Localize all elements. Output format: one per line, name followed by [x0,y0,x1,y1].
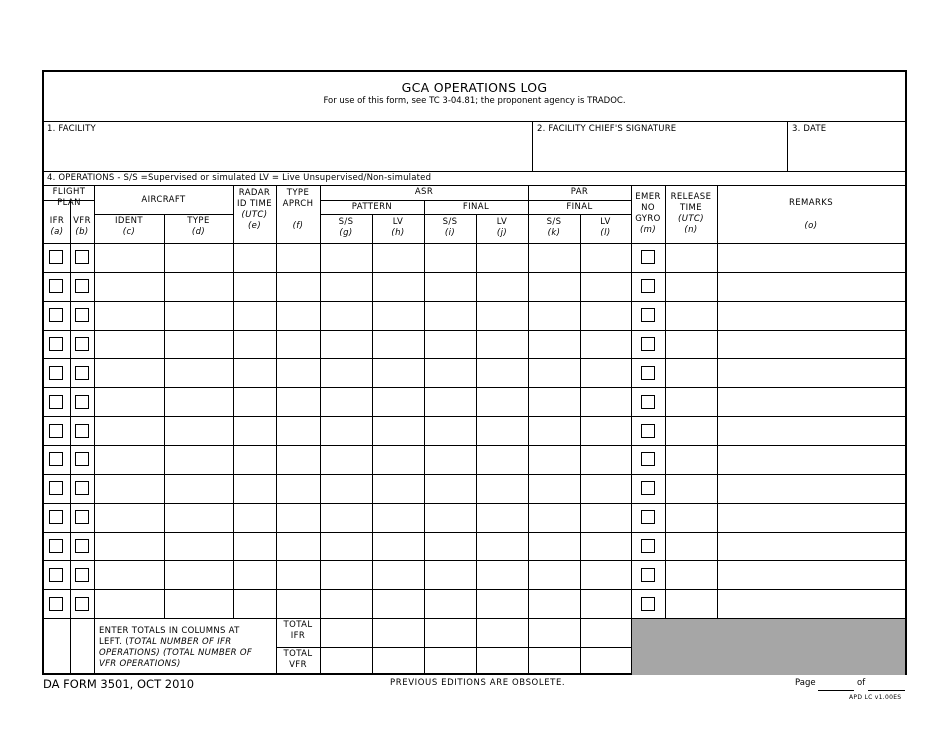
remarks-cell[interactable] [718,331,904,356]
release-time-cell[interactable] [666,302,716,327]
release-time-cell[interactable] [666,504,716,529]
par-final-lv-cell[interactable] [581,360,630,385]
asr-pattern-lv-cell[interactable] [373,418,423,443]
remarks-cell[interactable] [718,562,904,587]
radar-id-time-cell[interactable] [234,331,275,356]
header-vfr: VFR (b) [73,216,91,237]
radar-id-time-cell[interactable] [234,562,275,587]
total-vfr-cell[interactable] [373,648,423,674]
release-time-cell[interactable] [666,244,716,269]
asr-final-lv-cell[interactable] [477,475,527,500]
total-ifr-cell[interactable] [425,619,475,645]
asr-final-ss-cell[interactable] [425,244,475,269]
emer-no-gyro-checkbox[interactable] [641,481,655,495]
asr-final-lv-cell[interactable] [477,504,527,529]
ident-cell[interactable] [95,360,163,385]
par-final-lv-cell[interactable] [581,244,630,269]
header-type-aprch: TYPE APRCH [282,188,314,209]
ifr-checkbox[interactable] [49,597,63,611]
ifr-checkbox[interactable] [49,337,63,351]
total-ifr-label: TOTAL IFR [283,620,313,641]
grid-line [631,618,632,675]
asr-final-lv-cell[interactable] [477,418,527,443]
vfr-checkbox[interactable] [75,481,89,495]
remarks-cell[interactable] [718,475,904,500]
remarks-cell[interactable] [718,533,904,558]
grid-line [94,618,95,675]
type-cell[interactable] [165,302,232,327]
asr-pattern-ss-cell[interactable] [321,533,371,558]
date-label: 3. DATE [792,124,827,134]
asr-final-lv-cell[interactable] [477,273,527,298]
emer-no-gyro-checkbox[interactable] [641,395,655,409]
asr-pattern-ss-cell[interactable] [321,562,371,587]
header-type: TYPE (d) [187,216,210,237]
page-total-field[interactable] [868,690,905,691]
remarks-cell[interactable] [718,591,904,616]
par-final-ss-cell[interactable] [529,504,579,529]
type-aprch-cell[interactable] [277,331,319,356]
header-remarks-sub: (o) [804,221,818,231]
asr-pattern-ss-cell[interactable] [321,389,371,414]
par-final-ss-cell[interactable] [529,533,579,558]
asr-pattern-ss-cell[interactable] [321,331,371,356]
asr-final-lv-cell[interactable] [477,302,527,327]
asr-pattern-ss-cell[interactable] [321,360,371,385]
par-final-ss-cell[interactable] [529,302,579,327]
ifr-checkbox[interactable] [49,452,63,466]
total-vfr-cell[interactable] [529,648,579,674]
header-ss-g: S/S (g) [338,217,354,238]
remarks-cell[interactable] [718,504,904,529]
type-aprch-cell[interactable] [277,389,319,414]
ident-cell[interactable] [95,475,163,500]
asr-pattern-lv-cell[interactable] [373,562,423,587]
release-time-cell[interactable] [666,360,716,385]
asr-final-lv-cell[interactable] [477,591,527,616]
header-pattern: PATTERN [351,202,393,212]
form-id: DA FORM 3501, OCT 2010 [43,677,195,691]
release-time-cell[interactable] [666,533,716,558]
header-lv-l: LV (l) [600,217,611,238]
date-field[interactable] [789,134,904,170]
divider [44,171,905,172]
release-time-cell[interactable] [666,418,716,443]
facility-label: 1. FACILITY [47,124,96,134]
release-time-cell[interactable] [666,389,716,414]
radar-id-time-cell[interactable] [234,302,275,327]
asr-pattern-ss-cell[interactable] [321,244,371,269]
type-aprch-cell[interactable] [277,273,319,298]
asr-final-lv-cell[interactable] [477,389,527,414]
radar-id-time-cell[interactable] [234,244,275,269]
header-par-final: FINAL [566,202,593,212]
asr-final-ss-cell[interactable] [425,475,475,500]
type-aprch-cell[interactable] [277,360,319,385]
type-aprch-cell[interactable] [277,591,319,616]
ifr-checkbox[interactable] [49,424,63,438]
total-ifr-cell[interactable] [321,619,371,645]
vfr-checkbox[interactable] [75,395,89,409]
shaded-area [631,618,905,675]
emer-no-gyro-checkbox[interactable] [641,539,655,553]
radar-id-time-cell[interactable] [234,418,275,443]
header-radar-id-time: RADAR ID TIME (UTC) (e) [237,188,272,231]
type-aprch-cell[interactable] [277,562,319,587]
asr-final-ss-cell[interactable] [425,504,475,529]
par-final-ss-cell[interactable] [529,475,579,500]
emer-no-gyro-checkbox[interactable] [641,279,655,293]
radar-id-time-cell[interactable] [234,591,275,616]
par-final-lv-cell[interactable] [581,389,630,414]
par-final-lv-cell[interactable] [581,533,630,558]
ident-cell[interactable] [95,562,163,587]
ident-cell[interactable] [95,302,163,327]
emer-no-gyro-checkbox[interactable] [641,250,655,264]
grid-line [320,200,631,201]
vfr-checkbox[interactable] [75,510,89,524]
page-label: Page [795,678,816,688]
type-aprch-cell[interactable] [277,504,319,529]
vfr-checkbox[interactable] [75,279,89,293]
of-label: of [857,678,866,688]
total-ifr-cell[interactable] [477,619,527,645]
asr-final-lv-cell[interactable] [477,533,527,558]
header-ident: IDENT (c) [115,216,143,237]
header-flight-plan: FLIGHT PLAN [52,187,86,208]
header-asr: ASR [414,187,434,197]
chief-signature-label: 2. FACILITY CHIEF'S SIGNATURE [537,124,677,134]
emer-no-gyro-checkbox[interactable] [641,424,655,438]
total-vfr-label: TOTAL VFR [283,649,313,670]
asr-final-lv-cell[interactable] [477,446,527,471]
total-vfr-cell[interactable] [581,648,630,674]
header-ss-k: S/S (k) [546,217,562,238]
ident-cell[interactable] [95,389,163,414]
vfr-checkbox[interactable] [75,568,89,582]
asr-pattern-lv-cell[interactable] [373,360,423,385]
version-label: APD LC v1.00ES [849,694,902,701]
page-number-field[interactable] [818,690,854,691]
asr-final-ss-cell[interactable] [425,591,475,616]
vfr-checkbox[interactable] [75,539,89,553]
total-ifr-cell[interactable] [581,619,630,645]
asr-pattern-lv-cell[interactable] [373,591,423,616]
totals-instructions: ENTER TOTALS IN COLUMNS AT LEFT. (TOTAL NUMBER OF IFR OPERATIONS) (TOTAL NUMBER OF VFR OPERATIONS) [99,626,253,669]
type-aprch-cell[interactable] [277,446,319,471]
ifr-checkbox[interactable] [49,250,63,264]
grid-line [70,200,71,618]
type-cell[interactable] [165,360,232,385]
grid-line [44,200,94,201]
total-ifr-cell[interactable] [529,619,579,645]
form-title: GCA OPERATIONS LOG [401,80,548,95]
header-lv-j: LV (j) [496,217,508,238]
asr-pattern-ss-cell[interactable] [321,504,371,529]
header-final: FINAL [462,202,490,212]
par-final-lv-cell[interactable] [581,504,630,529]
radar-id-time-cell[interactable] [234,389,275,414]
radar-id-time-cell[interactable] [234,273,275,298]
release-time-cell[interactable] [666,562,716,587]
ident-cell[interactable] [95,533,163,558]
radar-id-time-cell[interactable] [234,475,275,500]
remarks-cell[interactable] [718,418,904,443]
ident-cell[interactable] [95,418,163,443]
asr-pattern-ss-cell[interactable] [321,475,371,500]
header-ifr: IFR (a) [49,216,65,237]
type-cell[interactable] [165,504,232,529]
total-vfr-cell[interactable] [321,648,371,674]
asr-final-lv-cell[interactable] [477,562,527,587]
remarks-cell[interactable] [718,302,904,327]
par-final-lv-cell[interactable] [581,331,630,356]
par-final-ss-cell[interactable] [529,331,579,356]
radar-id-time-cell[interactable] [234,446,275,471]
par-final-ss-cell[interactable] [529,591,579,616]
remarks-cell[interactable] [718,446,904,471]
ident-cell[interactable] [95,591,163,616]
asr-final-ss-cell[interactable] [425,360,475,385]
type-cell[interactable] [165,273,232,298]
par-final-lv-cell[interactable] [581,562,630,587]
divider [787,121,788,171]
type-aprch-cell[interactable] [277,244,319,269]
radar-id-time-cell[interactable] [234,360,275,385]
type-cell[interactable] [165,591,232,616]
ifr-checkbox[interactable] [49,308,63,322]
asr-pattern-lv-cell[interactable] [373,504,423,529]
asr-final-lv-cell[interactable] [477,360,527,385]
vfr-checkbox[interactable] [75,452,89,466]
remarks-cell[interactable] [718,273,904,298]
grid-line [70,618,71,675]
ifr-checkbox[interactable] [49,481,63,495]
emer-no-gyro-checkbox[interactable] [641,337,655,351]
par-final-lv-cell[interactable] [581,302,630,327]
header-ss-i: S/S (i) [442,217,458,238]
total-vfr-cell[interactable] [425,648,475,674]
asr-final-ss-cell[interactable] [425,446,475,471]
type-aprch-cell[interactable] [277,302,319,327]
asr-pattern-ss-cell[interactable] [321,591,371,616]
divider [44,121,905,122]
ifr-checkbox[interactable] [49,510,63,524]
par-final-ss-cell[interactable] [529,418,579,443]
asr-final-ss-cell[interactable] [425,331,475,356]
ifr-checkbox[interactable] [49,568,63,582]
type-cell[interactable] [165,244,232,269]
par-final-lv-cell[interactable] [581,418,630,443]
asr-final-ss-cell[interactable] [425,418,475,443]
remarks-cell[interactable] [718,389,904,414]
release-time-cell[interactable] [666,591,716,616]
asr-pattern-lv-cell[interactable] [373,446,423,471]
header-remarks: REMARKS [788,198,834,208]
asr-final-ss-cell[interactable] [425,562,475,587]
remarks-cell[interactable] [718,244,904,269]
asr-pattern-lv-cell[interactable] [373,475,423,500]
emer-no-gyro-checkbox[interactable] [641,452,655,466]
total-ifr-cell[interactable] [373,619,423,645]
header-aircraft: AIRCRAFT [141,195,186,205]
type-cell[interactable] [165,475,232,500]
ident-cell[interactable] [95,244,163,269]
vfr-checkbox[interactable] [75,597,89,611]
asr-final-lv-cell[interactable] [477,331,527,356]
vfr-checkbox[interactable] [75,337,89,351]
par-final-ss-cell[interactable] [529,446,579,471]
type-aprch-cell[interactable] [277,533,319,558]
emer-no-gyro-checkbox[interactable] [641,568,655,582]
remarks-cell[interactable] [718,360,904,385]
ident-cell[interactable] [95,446,163,471]
emer-no-gyro-checkbox[interactable] [641,366,655,380]
asr-final-ss-cell[interactable] [425,389,475,414]
asr-pattern-lv-cell[interactable] [373,533,423,558]
vfr-checkbox[interactable] [75,424,89,438]
asr-pattern-ss-cell[interactable] [321,446,371,471]
release-time-cell[interactable] [666,273,716,298]
ifr-checkbox[interactable] [49,539,63,553]
emer-no-gyro-checkbox[interactable] [641,597,655,611]
asr-pattern-lv-cell[interactable] [373,331,423,356]
divider [44,185,905,186]
asr-final-ss-cell[interactable] [425,273,475,298]
par-final-lv-cell[interactable] [581,273,630,298]
release-time-cell[interactable] [666,446,716,471]
asr-pattern-lv-cell[interactable] [373,389,423,414]
header-emer-no-gyro: EMER NO GYRO (m) [635,192,661,235]
emer-no-gyro-checkbox[interactable] [641,510,655,524]
asr-pattern-ss-cell[interactable] [321,273,371,298]
total-vfr-cell[interactable] [477,648,527,674]
vfr-checkbox[interactable] [75,250,89,264]
chief-signature-field[interactable] [534,134,786,170]
par-final-ss-cell[interactable] [529,360,579,385]
ifr-checkbox[interactable] [49,366,63,380]
par-final-ss-cell[interactable] [529,562,579,587]
ifr-checkbox[interactable] [49,279,63,293]
asr-pattern-ss-cell[interactable] [321,418,371,443]
grid-line [631,185,632,618]
type-cell[interactable] [165,418,232,443]
asr-pattern-ss-cell[interactable] [321,302,371,327]
release-time-cell[interactable] [666,475,716,500]
radar-id-time-cell[interactable] [234,504,275,529]
obsolete-note: PREVIOUS EDITIONS ARE OBSOLETE. [390,678,566,688]
form-subtitle: For use of this form, see TC 3-04.81; the proponent agency is TRADOC. [323,96,626,106]
asr-pattern-lv-cell[interactable] [373,244,423,269]
header-par: PAR [570,187,589,197]
radar-id-time-cell[interactable] [234,533,275,558]
vfr-checkbox[interactable] [75,308,89,322]
asr-pattern-lv-cell[interactable] [373,302,423,327]
operations-legend: 4. OPERATIONS - S/S =Supervised or simulated LV = Live Unsupervised/Non-simulated [47,173,432,183]
type-cell[interactable] [165,331,232,356]
ident-cell[interactable] [95,331,163,356]
type-cell[interactable] [165,446,232,471]
type-cell[interactable] [165,389,232,414]
ident-cell[interactable] [95,504,163,529]
header-aprch-sub: (f) [292,221,304,231]
type-cell[interactable] [165,562,232,587]
par-final-lv-cell[interactable] [581,446,630,471]
par-final-ss-cell[interactable] [529,244,579,269]
asr-final-ss-cell[interactable] [425,302,475,327]
type-cell[interactable] [165,533,232,558]
header-lv-h: LV (h) [391,217,405,238]
facility-field[interactable] [45,134,531,170]
type-aprch-cell[interactable] [277,475,319,500]
release-time-cell[interactable] [666,331,716,356]
divider [532,121,533,171]
par-final-lv-cell[interactable] [581,475,630,500]
header-release-time: RELEASE TIME (UTC) (n) [670,192,712,235]
type-aprch-cell[interactable] [277,418,319,443]
asr-final-ss-cell[interactable] [425,533,475,558]
asr-pattern-lv-cell[interactable] [373,273,423,298]
asr-final-lv-cell[interactable] [477,244,527,269]
vfr-checkbox[interactable] [75,366,89,380]
ident-cell[interactable] [95,273,163,298]
ifr-checkbox[interactable] [49,395,63,409]
par-final-lv-cell[interactable] [581,591,630,616]
par-final-ss-cell[interactable] [529,389,579,414]
par-final-ss-cell[interactable] [529,273,579,298]
emer-no-gyro-checkbox[interactable] [641,308,655,322]
gca-operations-log-form [42,70,907,675]
